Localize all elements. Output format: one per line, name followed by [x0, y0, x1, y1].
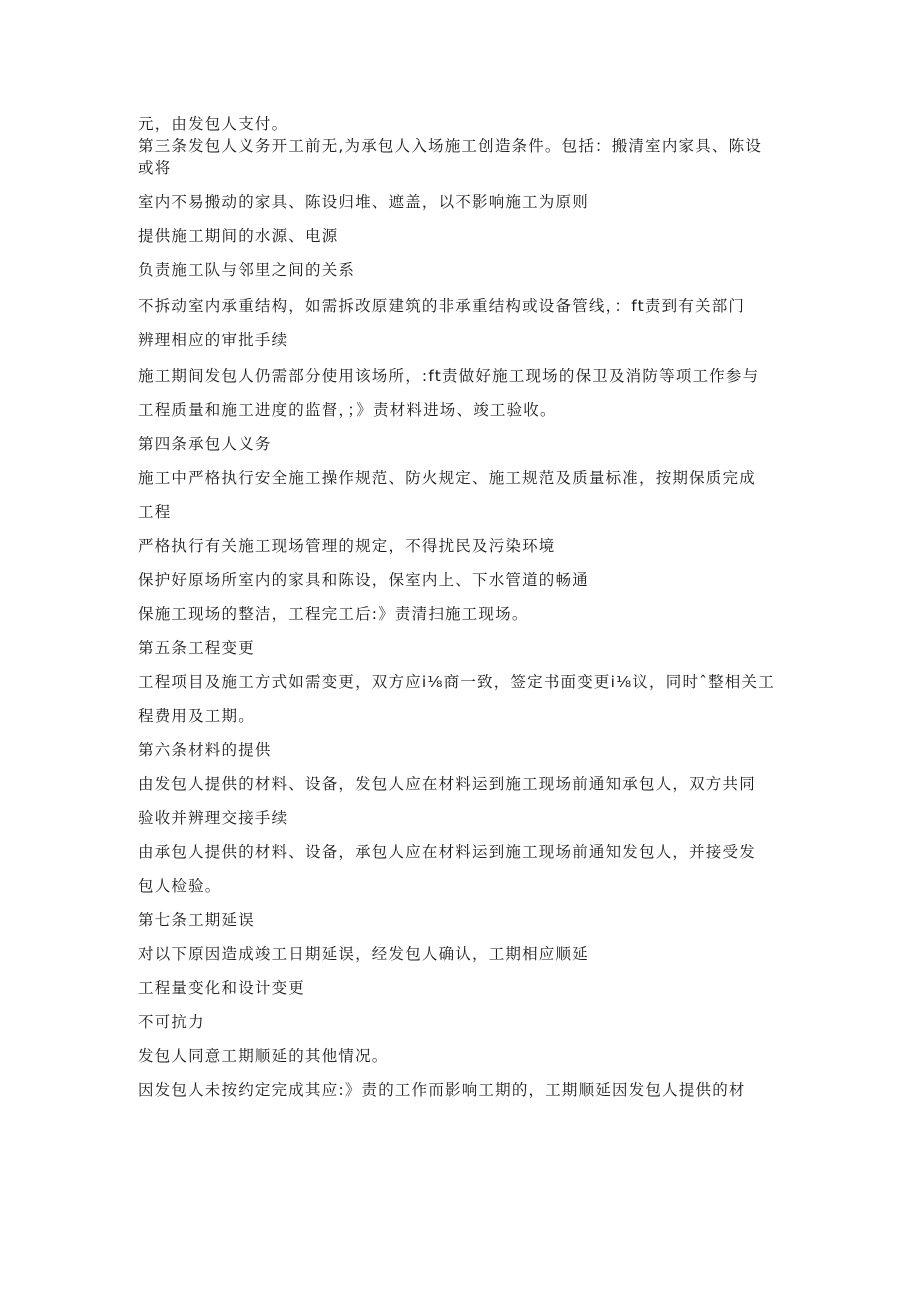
text-line: 室内不易搬动的家具、陈设归堆、遮盖，以不影响施工为原则: [138, 193, 589, 211]
article-heading: 第四条承包人义务: [138, 435, 272, 453]
text-line: 程费用及工期。: [138, 707, 255, 725]
text-line: 工程质量和施工进度的监督，；》责材料进场、竣工验收。: [138, 401, 557, 419]
text-line: 工程量变化和设计变更: [138, 979, 306, 997]
text-line: 不拆动室内承重结构，如需拆改原建筑的非承重结构或设备管线，：ft责到有关部门: [138, 297, 746, 315]
article-heading: 第三条发包人义务开工前无,为承包人入场施工创造条件。包括：搬清室内家具、陈设: [138, 137, 763, 155]
text-line: 提供施工期间的水源、电源: [138, 227, 339, 245]
article-heading: 第五条工程变更: [138, 639, 255, 657]
text-line: 对以下原因造成竣工日期延误，经发包人确认，工期相应顺延: [138, 945, 589, 963]
text-line: 不可抗力: [138, 1013, 205, 1031]
text-line: 元，由发包人支付。: [138, 115, 289, 133]
text-line: 保施工现场的整洁，工程完工后:》责清扫施工现场。: [138, 605, 529, 623]
text-line: 验收并辨理交接手续: [138, 809, 289, 827]
text-line: 包人检验。: [138, 877, 222, 895]
text-line: 工程项目及施工方式如需变更，双方应i⅛商一致，签定书面变更i⅛议，同时ˆ整相关工: [138, 673, 775, 691]
text-line: 由承包人提供的材料、设备，承包人应在材料运到施工现场前通知发包人，并接受发: [138, 843, 756, 861]
text-line: 或将: [138, 159, 172, 177]
text-line: 发包人同意工期顺延的其他情况。: [138, 1047, 389, 1065]
text-line: 由发包人提供的材料、设备，发包人应在材料运到施工现场前通知承包人，双方共同: [138, 775, 756, 793]
document-body: [138, 113, 788, 1101]
text-line: 严格执行有关施工现场管理的规定，不得扰民及污染环境: [138, 537, 556, 555]
text-line: 工程: [138, 503, 172, 521]
article-heading: 第七条工期延误: [138, 911, 255, 929]
text-line: 保护好原场所室内的家具和陈设，保室内上、下水管道的畅通: [138, 571, 589, 589]
text-line: 施工中严格执行安全施工操作规范、防火规定、施工规范及质量标准，按期保质完成: [138, 469, 756, 487]
text-line: 施工期间发包人仍需部分使用该场所，:ft责做好施工现场的保卫及消防等项工作参与: [138, 367, 760, 385]
text-line: 因发包人未按约定完成其应:》责的工作而影响工期的，工期顺延因发包人提供的材: [138, 1081, 746, 1099]
text-line: 辨理相应的审批手续: [138, 331, 289, 349]
article-heading: 第六条材料的提供: [138, 741, 272, 759]
text-line: 负责施工队与邻里之间的关系: [138, 261, 356, 279]
